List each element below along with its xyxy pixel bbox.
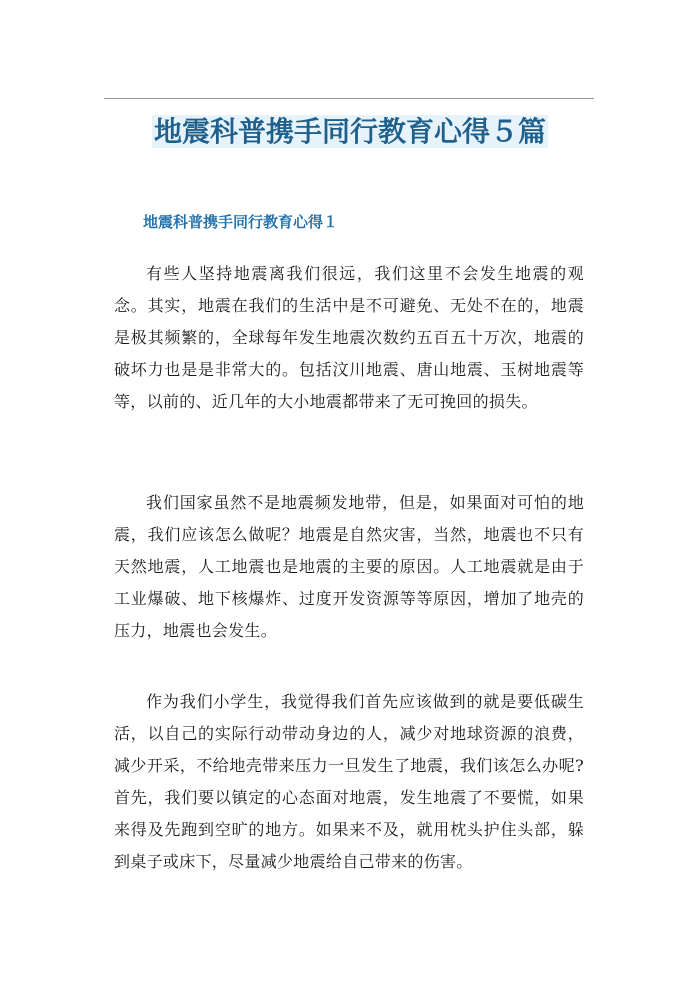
header-divider	[104, 98, 594, 99]
paragraph-2: 我们国家虽然不是地震频发地带，但是，如果面对可怕的地震，我们应该怎么做呢？地震是自然灾害，当然，地震也不只有天然地震，人工地震也是地震的主要的原因。人工地震就是由于工业爆破、地下核爆炸、过度开发资源等等原因，增加了地壳的压力，地震也会发生。	[114, 493, 584, 640]
paragraph-1: 有些人坚持地震离我们很远，我们这里不会发生地震的观念。其实，地震在我们的生活中是不可避免、无处不在的，地震是极其频繁的，全球每年发生地震次数约五百五十万次，地震的破坏力也是是非常大的。包括汶川地震、唐山地震、玉树地震等等，以前的、近几年的大小地震都带来了无可挽回的损失。	[114, 264, 584, 411]
document-title	[0, 112, 700, 152]
document-title-text: 地震科普携手同行教育心得５篇	[153, 115, 546, 148]
paragraph-3: 作为我们小学生，我觉得我们首先应该做到的就是要低碳生活，以自己的实际行动带动身边的人，减少对地球资源的浪费，减少开采，不给地壳带来压力一旦发生了地震，我们该怎么办呢?首先，我们要以镇定的心态面对地震，发生地震了不要慌，如果来得及先跑到空旷的地方。如果来不及，就用枕头护住头部，躲到桌子或床下，尽量减少地震给自己带来的伤害。	[114, 692, 584, 871]
section-heading: 地震科普携手同行教育心得１	[143, 213, 339, 231]
